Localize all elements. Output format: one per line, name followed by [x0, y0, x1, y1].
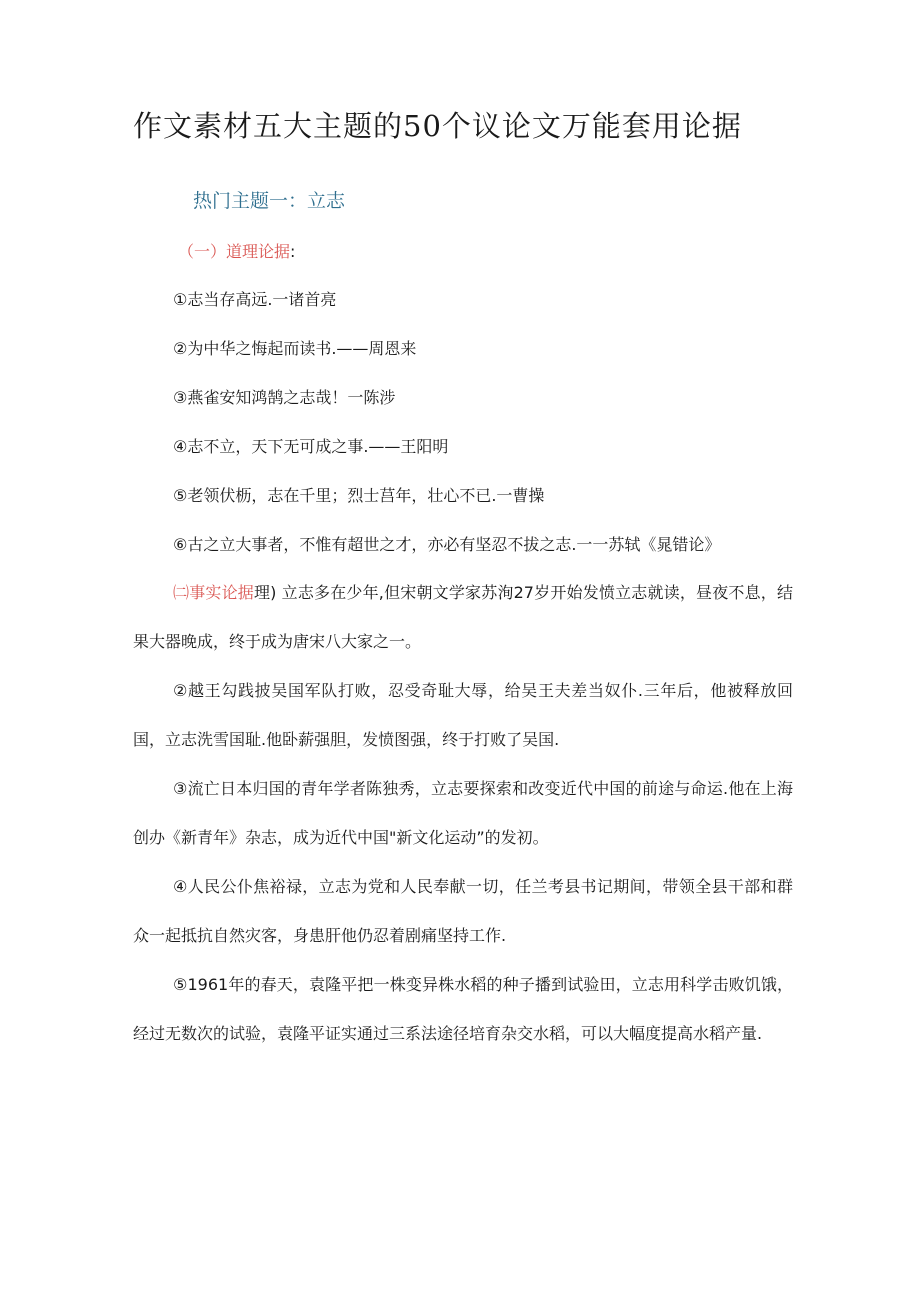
quote-item: ④志不立，天下无可成之事.——王阳明: [173, 437, 449, 456]
fact-text: 理) 立志多在少年,但宋朝文学家苏洵27岁开始发愤立志就读，昼夜不息，结果大器晚成，终于成为唐宋八大家之一。: [133, 583, 793, 651]
reason-heading-colon: :: [290, 242, 296, 261]
quote-item: ⑥古之立大事者，不惟有超世之才，亦必有坚忍不拔之志.一一苏轼《晁错论》: [173, 535, 721, 554]
fact-paragraph: ②越王勾践披吴国军队打败，忍受奇耻大辱，给吴王夫差当奴仆.三年后，他被释放回国，立志洗雪国耻.他卧薪强胆，发愤图强，终于打败了吴国.: [133, 681, 793, 749]
fact-paragraph: ③流亡日本归国的青年学者陈独秀，立志要探索和改变近代中国的前途与命运.他在上海创办《新青年》杂志，成为近代中国"新文化运动”的发初。: [133, 779, 793, 847]
fact-paragraph: ④人民公仆焦裕禄，立志为党和人民奉献一切，任兰考县书记期间，带领全县干部和群众一起抵抗自然灾客，身患肝他仍忍着剧痛坚持工作.: [133, 877, 793, 945]
fact-paragraph: [133, 568, 793, 666]
fact-heading: ㈡事实论据: [173, 583, 254, 602]
quote-item: ①志当存高远.一诸首亮: [173, 290, 337, 309]
reason-heading-label: （一）道理论据: [178, 242, 291, 261]
section-heading: 热门主题一：立志: [193, 190, 346, 212]
quote-item: ②为中华之悔起而读书.——周恩来: [173, 339, 417, 358]
reason-heading: [178, 238, 295, 266]
quote-item: ③燕雀安知鸿鹄之志哉！一陈涉: [173, 388, 396, 407]
fact-paragraph: ⑤1961年的春天，袁隆平把一株变异株水稻的种子播到试验田，立志用科学击败饥饿，经过无数次的试验，袁隆平证实通过三系法途径培育杂交水稻，可以大幅度提高水稻产量.: [133, 975, 793, 1043]
document-title: 作文素材五大主题的50个议论文万能套用论据: [133, 109, 742, 143]
quote-item: ⑤老领伏枥，志在千里；烈士莒年，壮心不已.一曹操: [173, 486, 545, 505]
